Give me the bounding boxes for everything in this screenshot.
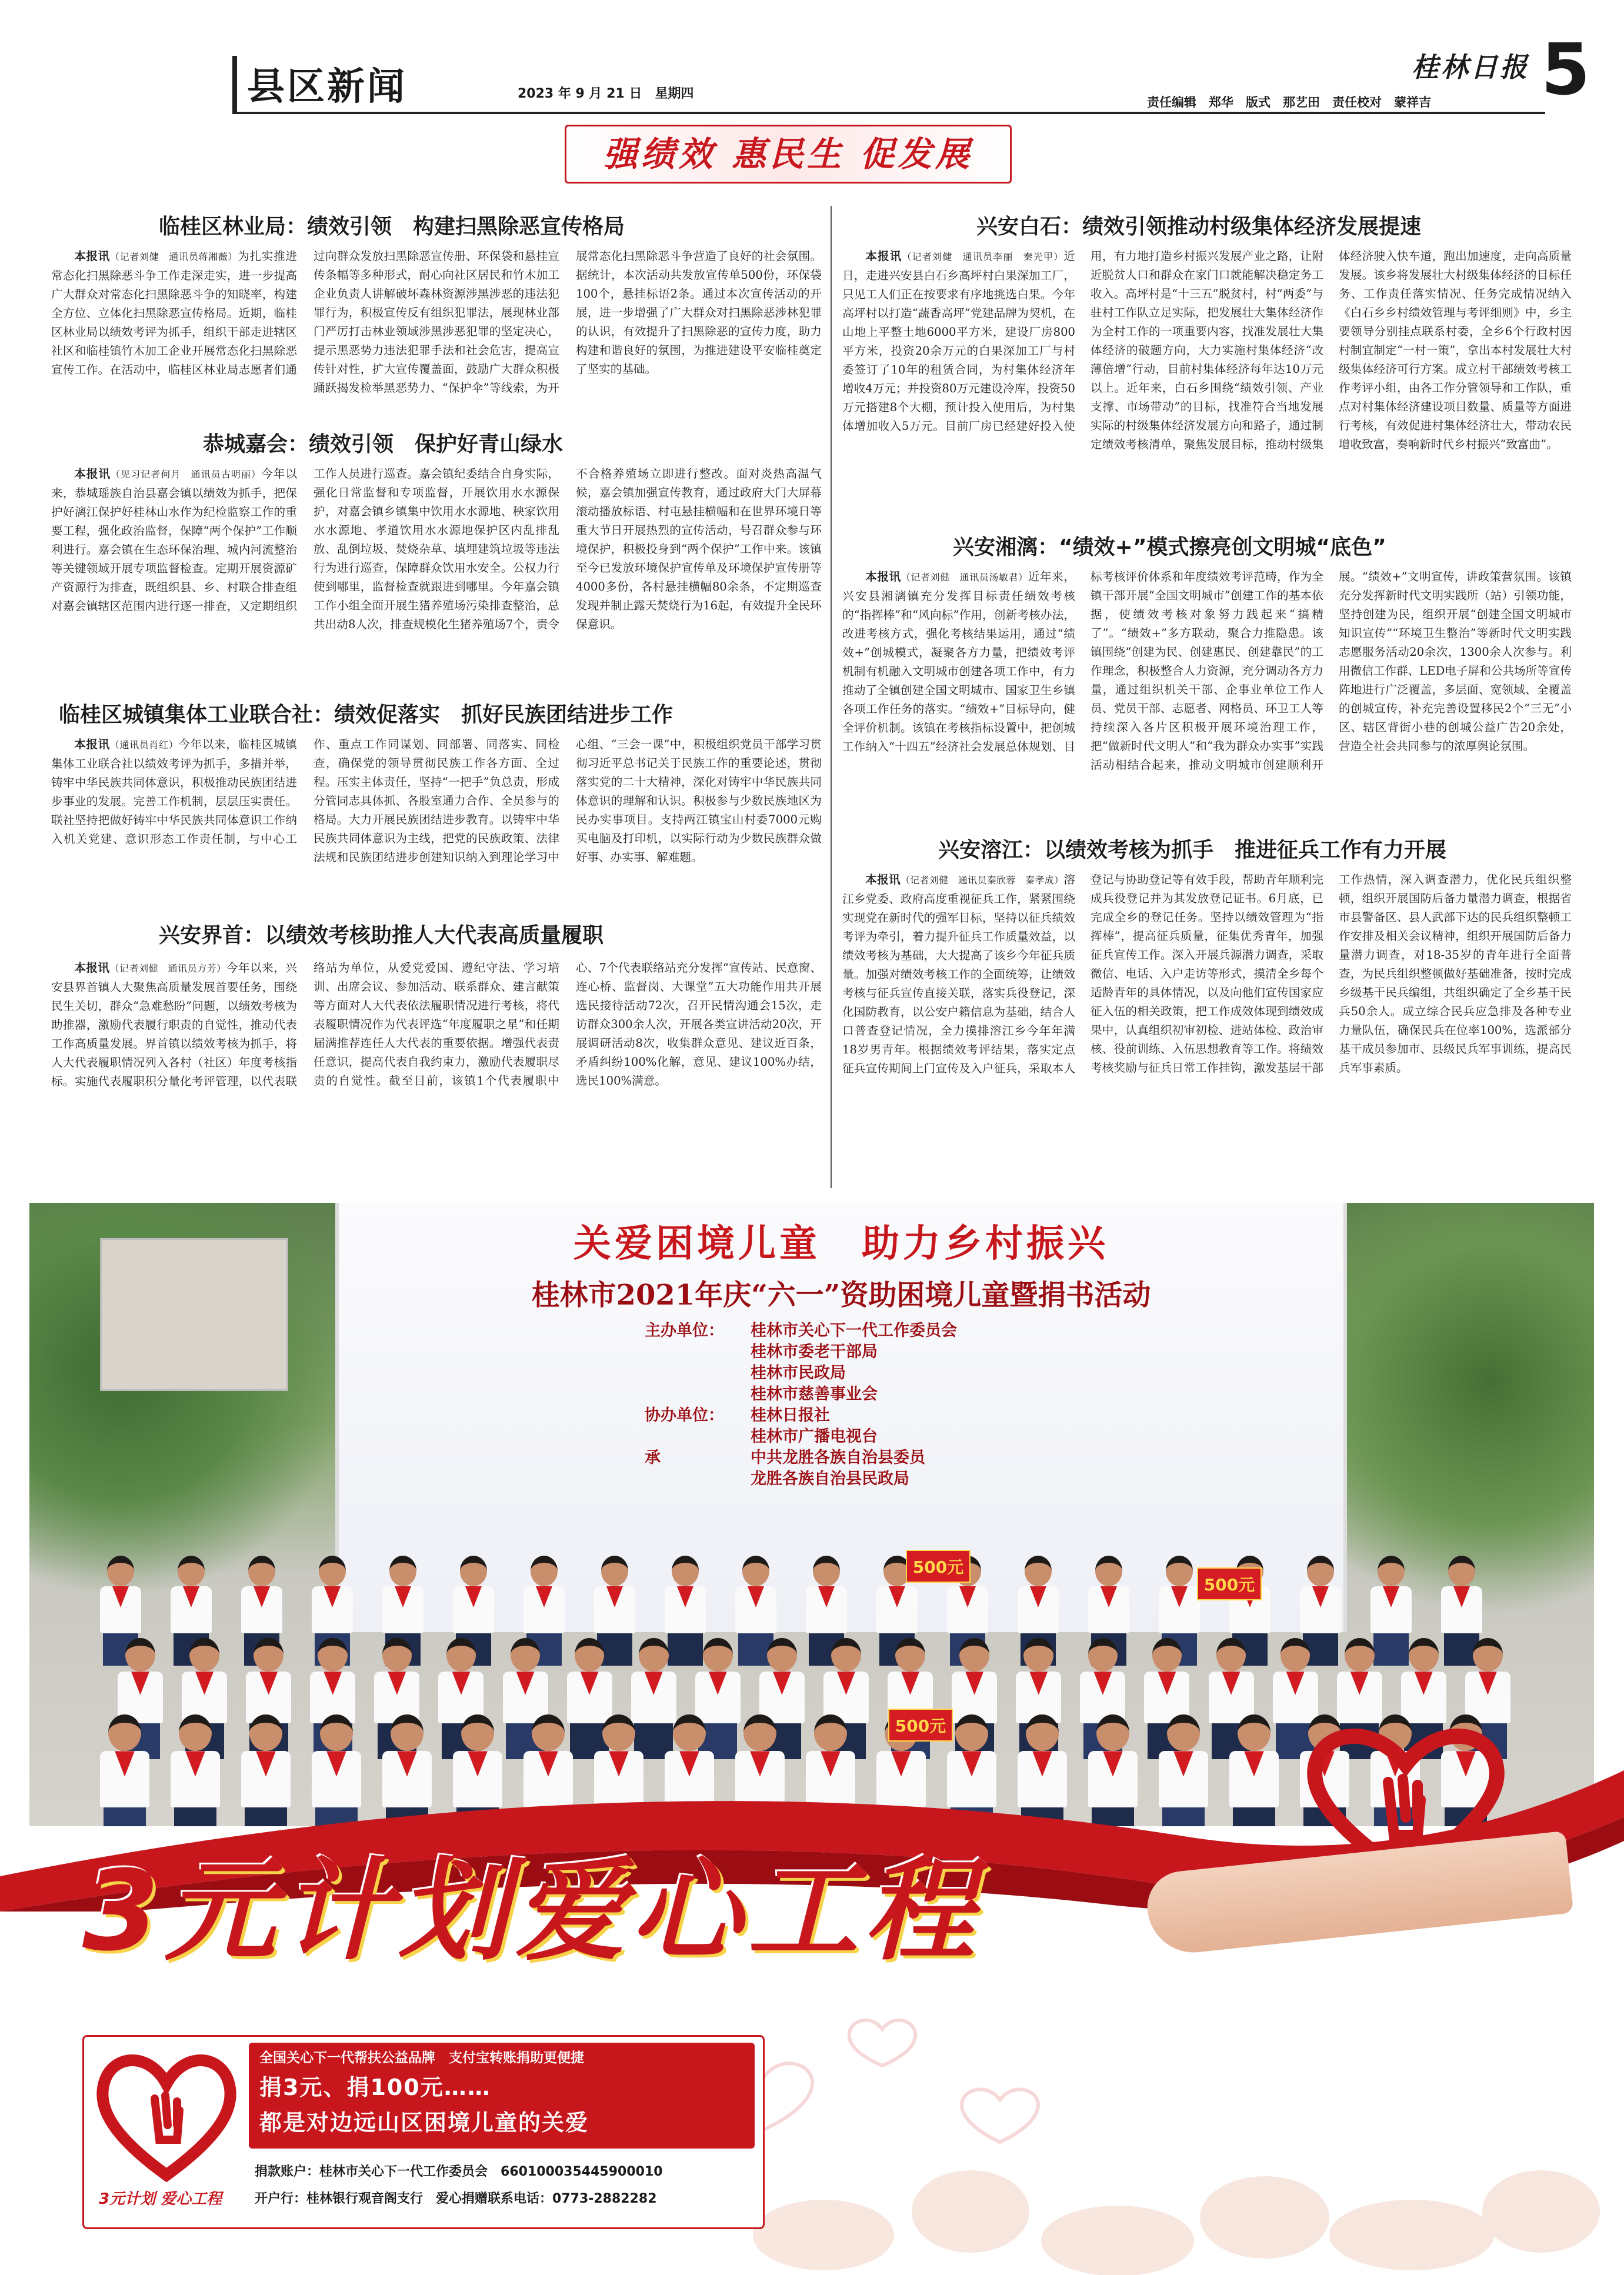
article-byline: 本报讯: [865, 249, 902, 263]
issue-date: 2023 年 9 月 21 日 星期四: [518, 86, 694, 101]
header-rule: [232, 112, 1545, 114]
article-credit: （见习记者何月 通讯员古明丽）: [111, 469, 262, 480]
heart-logo-small: [90, 2043, 243, 2184]
article-credit: （记者刘健 通讯员李丽 秦光甲）: [902, 251, 1064, 262]
section-bar: [232, 56, 237, 112]
account-line: [255, 2160, 663, 2184]
article-text: 今年以来，恭城瑶族自治县嘉会镇以绩效为抓手，把保护好漓江保护好桂林山水作为纪检监察工作的重要工程，强化政治监督，保障“两个保护”工作顺利进行。嘉会镇在生态环保治理、城内河流整治等关键领域开展专项监督检查。定期开展资源矿产资源行为排查，既组织县、乡、村联合排查组对嘉会镇辖区范围内进行逐一排查，又定期组织工作人员进行巡查。嘉会镇纪委结合自身实际，强化日常监督和专项监督，开展饮用水水源保护，对嘉会镇乡镇集中饮用水水源地、秧家饮用水水源地、孝道饮用水水源地保护区内乱排乱放、乱倒垃圾、焚烧杂草、填埋建筑垃圾等违法行为进行巡查，保障群众饮用水安全。公权力行使到哪里，监督检查就跟进到哪里。今年嘉会镇工作小组全面开展生猪养殖场污染排查整治，总共出动8人次，排查规模化生猪养殖场7个，责令不合格养殖场立即进行整改。面对炎热高温气候，嘉会镇加强宣传教育，通过政府大门大屏幕滚动播放标语、村屯悬挂横幅和在世界环境日等重大节日开展热烈的宣传活动，号召群众参与环境保护，积极投身到“两个保护”工作中来。该镇至今已发放环境保护宣传单及环境保护宣传册等4000多份，各村悬挂横幅80余条，不定期巡查发现并制止露天焚烧行为16起，有效提升全民环保意识。: [51, 467, 822, 631]
slogan-banner: [565, 125, 1012, 184]
article-byline: 本报讯: [865, 873, 901, 886]
article-byline: 本报讯: [74, 738, 110, 751]
article-headline: 临桂区林业局：绩效引领 构建扫黑除恶宣传格局: [159, 215, 625, 239]
sponsor-role: 协办单位：: [645, 1406, 724, 1425]
article-credit: （记者刘健 通讯员方芳）: [109, 963, 226, 974]
bank-line: [255, 2187, 657, 2211]
paper-logo: 桂林日报: [1412, 51, 1529, 83]
editor-staff: 责任编辑 郑华 版式 那艺田 责任校对 蒙祥吉: [1147, 95, 1431, 109]
article-headline: 兴安白石：绩效引领推动村级集体经济发展提速: [976, 215, 1422, 239]
donation-board: [1197, 1567, 1262, 1600]
promo-line: 全国关心下一代帮扶公益品牌 支付宝转账捐助更便捷: [259, 2050, 584, 2066]
section-title: 县区新闻: [247, 65, 407, 109]
article-credit: （通讯员肖红）: [109, 739, 179, 750]
page-number: 5: [1541, 29, 1590, 111]
article-byline: 本报讯: [865, 570, 901, 583]
promo-box: [82, 2035, 765, 2229]
article-headline: 兴安溶江：以绩效考核为抓手 推进征兵工作有力开展: [938, 838, 1447, 862]
bank-label: 开户行：: [255, 2191, 307, 2206]
sponsor-name: 桂林市广播电视台: [751, 1427, 878, 1446]
article-text: 近年来，兴安县湘漓镇充分发挥目标责任绩效考核的“指挥棒”和“风向标”作用，创新考核办法，改进考核方式，强化考核结果运用，通过“绩效+”创城模式，凝聚各方力量，把绩效考评机制有机融入文明城市创建各项工作中，有力推动了全镇创建全国文明城市、国家卫生乡镇各项工作任务的落实。“绩效+”目标导向，健全评价机制。该镇在考核指标设置中，把创城工作纳入“十四五”经济社会发展总体规划、目标考核评价体系和年度绩效考评范畴，作为全镇干部开展“全国文明城市”创建工作的基本依据，使绩效考核对象努力践起来“搞精了”。“绩效+”多方联动，聚合力推隐患。该镇围绕“创建为民、创建惠民、创建靠民”的工作理念，积极整合人力资源，充分调动各方力量，通过组织机关干部、企事业单位工作人员、党员干部、志愿者、网格员、环卫工人等持续深入各片区积极开展环境治理工作，把“做新时代文明人”和“我为群众办实事”实践活动相结合起来，推动文明城市创建顺利开展。“绩效+”文明宣传，讲政策营氛围。该镇充分发挥新时代文明实践所（站）引领功能，坚持创建为民，组织开展“创建全国文明城市知识宣传”“环境卫生整治”等新时代文明实践志愿服务活动20余次，1300余人次参与。利用微信工作群、LED电子屏和公共场所等宣传阵地进行广泛覆盖，多层面、宽领域、全覆盖的创城宣传，补充完善设置移民2个“三无”小区、辖区背街小巷的创城公益广告20余处，营造全社会共同参与的浓厚舆论氛围。: [842, 570, 1572, 772]
sponsor-name: 中共龙胜各族自治县委员: [751, 1449, 925, 1467]
building: [100, 1238, 288, 1391]
sponsor-name: 龙胜各族自治县民政局: [751, 1470, 909, 1488]
promo-line: 都是对边远山区困境儿童的关爱: [259, 2110, 589, 2136]
article-headline: 兴安界首：以绩效考核助推人大代表高质量履职: [159, 923, 604, 948]
article-byline: 本报讯: [74, 961, 110, 975]
article-headline: 兴安湘漓：“绩效+”模式擦亮创文明城“底色”: [953, 535, 1386, 559]
article-credit: （记者刘健 通讯员蒋湘薇）: [110, 251, 238, 262]
article-headline: 临桂区城镇集体工业联合社：绩效促落实 抓好民族团结进步工作: [59, 703, 673, 727]
article-credit: （记者刘健 通讯员汤敏君）: [901, 572, 1028, 583]
article-byline: 本报讯: [74, 249, 111, 263]
sponsor-block: [645, 1320, 957, 1490]
board-text: 500元: [912, 1557, 964, 1577]
board-text: 500元: [895, 1716, 946, 1736]
bank-value: 桂林银行观音阁支行 爱心捐赠联系电话：0773-2882282: [306, 2191, 657, 2206]
article-body: [51, 959, 822, 1185]
article-headline: 恭城嘉会：绩效引领 保护好青山绿水: [203, 432, 563, 456]
promo-band: [249, 2043, 755, 2149]
article-text: 为扎实推进常态化扫黑除恶斗争工作走深走实，进一步提高广大群众对常态化扫黑除恶斗争的知晓率，构建全方位、立体化扫黑除恶宣传格局。近期，临桂区林业局以绩效考评为抓手，组织干部走进辖区社区和临桂镇竹木加工企业开展常态化扫黑除恶宣传工作。在活动中，临桂区林业局志愿者们通过向群众发放扫黑除恶宣传册、环保袋和悬挂宣传条幅等多种形式，耐心向社区居民和竹木加工企业负责人讲解破坏森林资源涉黑涉恶的违法犯罪行为，积极宣传反有组织犯罪法，展现林业部门严厉打击林业领域涉黑涉恶犯罪的坚定决心，提示黑恶势力违法犯罪手法和社会危害，提高宣传针对性，扩大宣传覆盖面，鼓励广大群众积极踊跃揭发检举黑恶势力、“保护伞”等线索，为开展常态化扫黑除恶斗争营造了良好的社会氛围。据统计，本次活动共发放宣传单500份，环保袋100个，悬挂标语2条。通过本次宣传活动的开展，进一步增强了广大群众对扫黑除恶涉林犯罪的认识，有效提升了扫黑除恶的宣传力度，助力构建和谐良好的氛围，为推进建设平安临桂奠定了坚实的基础。: [51, 249, 822, 395]
account-label: 捐款账户：: [255, 2164, 320, 2179]
article-text: 今年以来，临桂区城镇集体工业联合社以绩效考评为抓手，多措并举，铸牢中华民族共同体意识，积极推动民族团结进步事业的发展。完善工作机制，层层压实责任。联社坚持把做好铸牢中华民族共同体意识工作纳入机关党建、意识形态工作责任制，与中心工作、重点工作同谋划、同部署、同落实、同检查，确保党的领导贯彻民族工作各方面、全过程。压实主体责任，坚持“一把手”负总责，形成分管同志具体抓、各股室通力合作、全员参与的格局。大力开展民族团结进步教育。以铸牢中华民族共同体意识为主线，把党的民族政策、法律法规和民族团结进步创建知识纳入到理论学习中心组、“三会一课”中，积极组织党员干部学习贯彻习近平总书记关于民族工作的重要论述，贯彻落实党的二十大精神，深化对铸牢中华民族共同体意识的理解和认识。积极参与少数民族地区为民办实事项目。支持两江镇宝山村委7000元购买电脑及打印机，以实际行动为少数民族群众做好事、办实事、解难题。: [51, 738, 822, 864]
article-body: [51, 465, 822, 691]
sponsor-name: 桂林市慈善事业会: [751, 1385, 878, 1403]
promo-line: 捐3元、捐100元……: [259, 2074, 491, 2100]
sponsor-name: 桂林市民政局: [751, 1364, 846, 1382]
article-text: 溶江乡党委、政府高度重视征兵工作，紧紧围绕实现党在新时代的强军目标，坚持以征兵绩效考评为牵引，着力提升征兵工作质量效益，以绩效考核为基础，大大提高了该乡今年征兵质量。加强对绩效考核工作的全面统筹，让绩效考核与征兵宣传直接关联，落实兵役登记，深化国防教育，以公安户籍信息为基础，结合人口普查登记情况，全力摸排溶江乡今年年满18岁男青年。根据绩效考评结果，落实定点征兵宣传期间上门宣传及入户征兵，采取本人登记与协助登记等有效手段，帮助青年顺利完成兵役登记并为其发放登记证书。6月底，已完成全乡的登记任务。坚持以绩效管理为“指挥棒”，提高征兵质量，征集优秀青年，加强征兵宣传工作。深入开展兵源潜力调查，采取微信、电话、入户走访等形式，摸清全乡每个适龄青年的具体情况，以及向他们宣传国家应征入伍的相关政策，把工作成效体现到绩效成果中，认真组织初审初检、进站体检、政治审核、役前训练、入伍思想教育等工作。将绩效考核奖励与征兵日常工作挂钩，激发基层干部工作热情，深入调查潜力，优化民兵组织整顿，组织开展国防后备力量潜力调查，根据省市县警备区、县人武部下达的民兵组织整顿工作安排及相关会议精神，组织开展国防后备力量潜力调查，对18-35岁的青年进行全面普查，为民兵组织整顿做好基础准备，按时完成乡级基干民兵编组，共组织确定了全乡基干民兵50余人。成立综合民兵应急排及各种专业力量队伍，确保民兵在位率100%，选派部分基干成员参加市、县级民兵军事训练，提高民兵军事素质。: [842, 873, 1572, 1075]
account-value: 桂林市关心下一代工作委员会 660100035445900010: [319, 2164, 663, 2179]
article-body: [842, 870, 1572, 1185]
promo-logo-caption: 3元计划 爱心工程: [99, 2190, 222, 2208]
article-body: [51, 247, 822, 423]
article-byline: 本报讯: [74, 467, 111, 481]
big-slogan: 3元计划爱心工程: [82, 1847, 981, 1976]
article-body: [842, 568, 1572, 818]
article-credit: （记者刘健 通讯员秦欣蓉 秦孝成）: [900, 875, 1064, 886]
slogan-text: 强绩效 惠民生 促发展: [603, 134, 973, 174]
column-divider: [831, 206, 832, 1188]
sponsor-name: 桂林市关心下一代工作委员会: [751, 1322, 957, 1340]
sponsor-role: 承: [645, 1449, 661, 1467]
sponsor-name: 桂林日报社: [751, 1406, 830, 1425]
article-body: [51, 735, 822, 912]
article-text: 今年以来，兴安县界首镇人大聚焦高质量发展首要任务，围绕民生关切，群众“急难愁盼”问题，以绩效考核为助推器，激励代表履行职责的自觉性，推动代表工作高质量发展。界首镇以绩效考核为抓手，将人大代表履职情况列入各村（社区）年度考核指标。实施代表履职积分量化考评管理，以代表联络站为单位，从爱党爱国、遵纪守法、学习培训、出席会议、参加活动、联系群众、建言献策等方面对人大代表依法履职情况进行考核，将代表履职情况作为代表评选“年度履职之星”和任期届满推荐连任人大代表的重要依据。增强代表责任意识，提高代表自我约束力，激励代表履职尽责的自觉性。截至目前，该镇1个代表履职中心、7个代表联络站充分发挥“宣传站、民意窗、连心桥、监督岗、大课堂”五大功能作用共开展选民接待活动72次，召开民情沟通会15次，走访群众300余人次，开展各类宣讲活动20次，开展调研活动8次，收集群众意见、建议近百条，矛盾纠纷100%化解，意见、建议100%办结，选民100%满意。: [51, 961, 822, 1088]
sponsor-name: 桂林市委老干部局: [751, 1343, 878, 1361]
sponsor-role: 主办单位：: [645, 1322, 724, 1340]
backdrop-title: 关爱困境儿童 助力乡村振兴: [573, 1222, 1109, 1266]
donation-board: [906, 1550, 971, 1583]
board-text: 500元: [1203, 1575, 1255, 1594]
article-text: 近日，走进兴安县白石乡高坪村白果深加工厂，只见工人们正在按要求有序地挑选白果。今年高坪村以打造“蔬香高坪”党建品牌为契机，在山地上平整土地6000平方米，建设厂房800平方米，投资20余万元的白果深加工厂与村委签订了10年的租赁合同，为村集体经济年增收4万元；并投资80万元建设冷库，投资50万元搭建8个大棚，预计投入使用后，为村集体增加收入5万元。目前厂房已经建好投入使用，有力地打造乡村振兴发展产业之路，让附近脱贫人口和群众在家门口就能解决稳定务工收入。高坪村是“十三五”脱贫村，村“两委”与驻村工作队立足实际，把发展壮大集体经济作为全村工作的一项重要内容，找准发展壮大集体经济的破题方向，大力实施村集体经济“改薄倍增”行动，目前村集体经济每年达10万元以上。近年来，白石乡围绕“绩效引领、产业支撑、市场带动”的目标，找准符合当地发展实际的村级集体经济发展方向和路子，通过制定绩效考核清单，聚焦发展目标，推动村级集体经济驶入快车道，跑出加速度，走向高质量发展。该乡将发展壮大村级集体经济的目标任务、工作责任落实情况、任务完成情况纳入《白石乡乡村绩效管理与考评细则》中，乡主要领导分别挂点联系村委，全乡6个行政村因村制宜制定“一村一策”，拿出本村发展壮大村级集体经济可行方案。成立村干部绩效考核工作考评小组，由各工作分管领导和工作队，重点对村集体经济建设项目数量、质量等方面进行考核，有效促进村集体经济壮大，带动农民增收致富，奏响新时代乡村振兴“致富曲”。: [842, 249, 1572, 451]
backdrop-subtitle: 桂林市2021年庆“六一”资助困境儿童暨捐书活动: [531, 1279, 1151, 1312]
article-body: [842, 247, 1572, 515]
